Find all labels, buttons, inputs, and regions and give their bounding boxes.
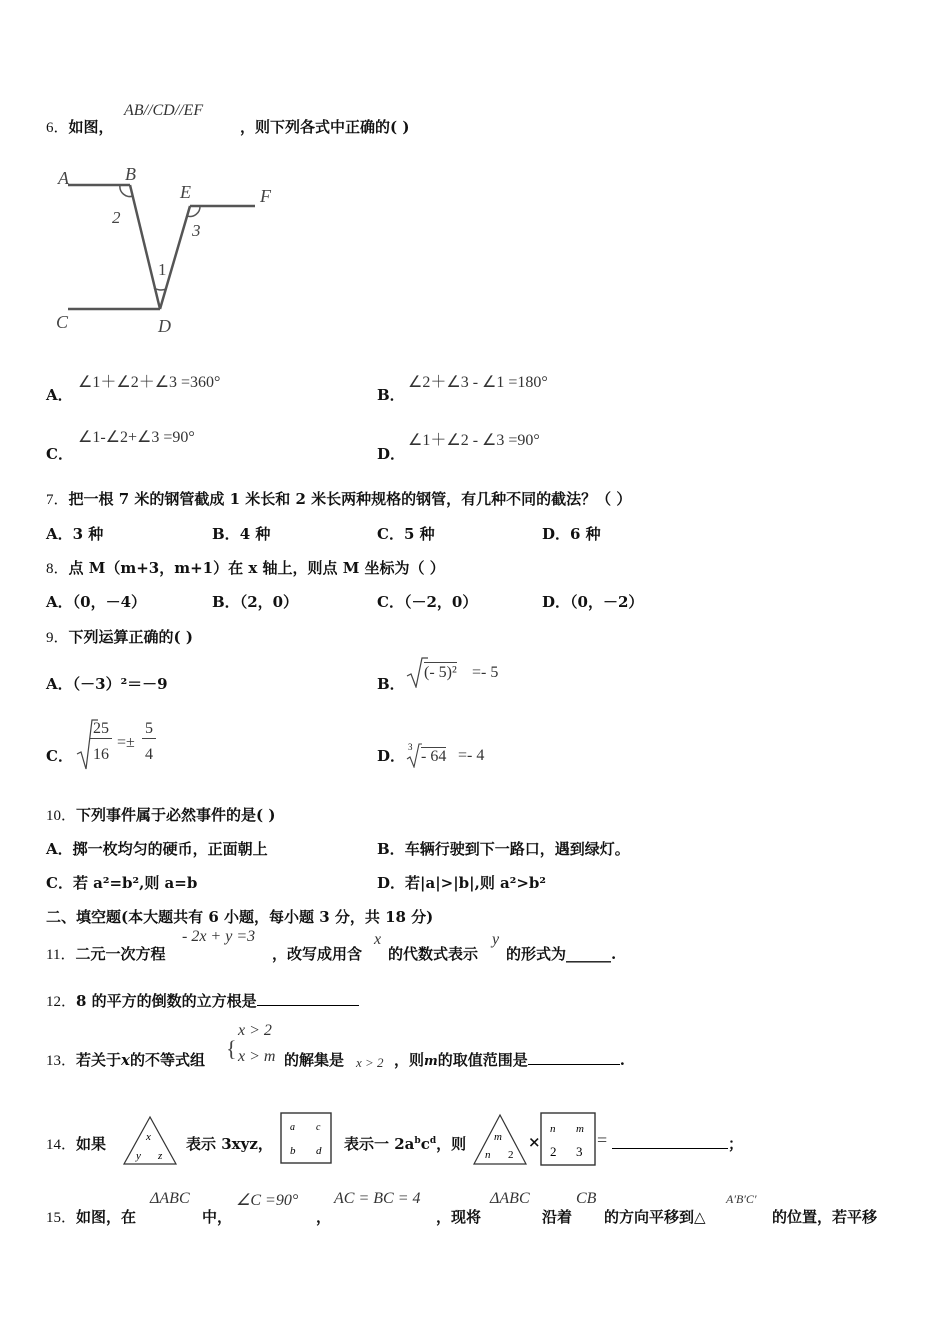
q8-number: 8．	[46, 561, 69, 577]
q15-text-mid4: 的方向平移到△	[604, 1208, 706, 1226]
q14-text-mid2: 表示一 $2a^bc^d$，则	[344, 1135, 467, 1153]
label-f: F	[260, 186, 271, 206]
svg-text:m: m	[494, 1131, 502, 1143]
q9-option-b-label: B．	[377, 675, 405, 693]
q15-number: 15．	[46, 1210, 77, 1226]
q10-option-a: A．掷一枚均匀的硬币，正面朝上	[46, 840, 268, 858]
q11-text-mid: ，改写成用含	[272, 945, 363, 963]
q12-stem: 12．8 的平方的倒数的立方根是	[46, 990, 359, 1011]
q8-option-d: D．（0，－2）	[542, 593, 644, 611]
q7-option-b: B．4 种	[212, 525, 271, 543]
svg-text:c: c	[316, 1122, 321, 1133]
q8-stem: 8．点 M（m+3，m+1）在 x 轴上，则点 M 坐标为（ ）	[46, 559, 445, 577]
svg-text:b: b	[290, 1145, 296, 1157]
svg-text:d: d	[316, 1145, 322, 1157]
q11-var-y: y	[492, 931, 500, 948]
q6-figure	[50, 160, 290, 340]
q13-system-line1: x > 2	[238, 1022, 272, 1039]
label-d: D	[158, 316, 171, 336]
q10-option-d: D．若|a|>|b|,则 a²>b²	[377, 874, 546, 892]
svg-text:m: m	[576, 1123, 584, 1135]
q14-triangle-1	[122, 1114, 178, 1166]
q14-times-sign: ×	[528, 1133, 541, 1151]
q15-text-mid1: 中，	[202, 1208, 233, 1226]
q14-answer: ；	[612, 1133, 743, 1154]
svg-text:2: 2	[550, 1144, 557, 1159]
q6-option-a-label: A．	[46, 386, 73, 404]
q12-number: 12．	[46, 994, 77, 1010]
q10-number: 10．	[46, 808, 77, 824]
q8-option-a: A．（0，－4）	[46, 593, 147, 611]
q6-option-d-label: D．	[377, 445, 406, 463]
q14-text-mid: 表示 3xyz，	[186, 1135, 273, 1153]
svg-text:2: 2	[508, 1149, 514, 1161]
q9-option-a: A．（－3）²＝－9	[46, 675, 168, 693]
q6-condition: AB//CD//EF	[124, 102, 204, 119]
q8-option-b: B．（2，0）	[212, 593, 299, 611]
q15-triangle-abc-2: ΔABC	[490, 1190, 530, 1207]
q6-option-d: ∠1＋∠2 - ∠3 =90°	[408, 432, 540, 449]
q15-triangle-prime: A′B′C′	[726, 1192, 757, 1206]
svg-text:z: z	[158, 1150, 163, 1162]
q15-angle-c: ∠C =90°	[236, 1192, 299, 1209]
q15-stem-end: 的位置，若平移	[772, 1208, 878, 1226]
q7-option-a: A．3 种	[46, 525, 104, 543]
label-e: E	[180, 182, 191, 202]
q14-number: 14．	[46, 1137, 77, 1153]
q15-sides: AC = BC = 4	[334, 1190, 421, 1207]
q6-option-b: ∠2＋∠3 - ∠1 =180°	[408, 374, 548, 391]
q11-equation: - 2x + y =3	[182, 928, 256, 945]
q6-option-c: ∠1-∠2+∠3 =90°	[78, 429, 195, 446]
q9-option-c-label: C．	[46, 747, 73, 765]
label-angle-2: 2	[112, 208, 121, 227]
q15-triangle-abc: ΔABC	[150, 1190, 190, 1207]
label-a: A	[58, 168, 69, 188]
angle-1-arc	[154, 288, 166, 290]
q14-triangle-2	[472, 1112, 528, 1166]
q6-option-a: ∠1＋∠2＋∠3 =360°	[78, 374, 221, 391]
q11-stem: 11．二元一次方程	[46, 945, 166, 963]
q15-comma: ，	[316, 1208, 332, 1226]
section-2-heading: 二、填空题(本大题共有 6 小题，每小题 3 分，共 18 分)	[46, 908, 434, 926]
label-angle-1: 1	[158, 260, 167, 279]
q13-answer-blank[interactable]	[528, 1050, 620, 1065]
q14-equals-sign: =	[597, 1130, 608, 1150]
q7-number: 7．	[46, 492, 69, 508]
q13-number: 13．	[46, 1053, 77, 1069]
label-angle-3: 3	[192, 221, 201, 240]
cube-root-sign	[406, 742, 422, 768]
q9-stem: 9．下列运算正确的( )	[46, 628, 193, 646]
q12-answer-blank[interactable]	[257, 991, 359, 1006]
label-b: B	[125, 164, 136, 184]
q9-option-c-expr: 25 16 =± 5 4	[76, 718, 166, 772]
q15-stem: 15．如图，在	[46, 1208, 137, 1226]
svg-text:n: n	[485, 1149, 491, 1161]
q14-square-1	[280, 1112, 332, 1164]
q6-option-c-label: C．	[46, 445, 73, 463]
q6-option-b-label: B．	[377, 386, 405, 404]
q13-stem: 13．若关于x的不等式组	[46, 1051, 205, 1069]
q7-stem: 7．把一根 7 米的钢管截成 1 米长和 2 米长两种规格的钢管，有几种不同的截法？（ ）	[46, 490, 632, 508]
q7-option-c: C．5 种	[377, 525, 435, 543]
q13-solution: x > 2	[356, 1055, 384, 1070]
q7-option-d: D．6 种	[542, 525, 601, 543]
q8-option-c: C．（－2，0）	[377, 593, 478, 611]
q11-answer-blank[interactable]: 的形式为______.	[506, 945, 617, 963]
q14-stem: 14．如果	[46, 1135, 107, 1153]
q11-number: 11．	[46, 947, 76, 963]
q13-stem-end: ，则m的取值范围是 .	[394, 1051, 626, 1069]
q13-brace: {	[226, 1036, 237, 1061]
q6-stem-end: ，则下列各式中正确的( )	[240, 118, 410, 136]
q14-answer-blank[interactable]	[612, 1134, 728, 1149]
q10-option-c: C．若 a²=b²,则 a=b	[46, 874, 198, 892]
q15-text-mid2: ，现将	[436, 1208, 482, 1226]
q14-square-2	[540, 1112, 596, 1166]
svg-text:x: x	[146, 1131, 151, 1143]
q11-text-mid2: 的代数式表示	[388, 945, 479, 963]
svg-text:n: n	[550, 1123, 556, 1135]
q13-text-mid: 的解集是	[284, 1051, 345, 1069]
line-bd	[130, 185, 160, 309]
q9-option-d-label: D．	[377, 747, 406, 765]
svg-text:3: 3	[576, 1144, 583, 1159]
q6-number: 6．	[46, 120, 69, 136]
q15-text-mid3: 沿着	[542, 1208, 573, 1226]
q13-system-line2: x > m	[238, 1048, 276, 1065]
q15-cb: CB	[576, 1190, 597, 1207]
line-ed	[160, 206, 190, 309]
q10-option-b: B．车辆行驶到下一路口，遇到绿灯。	[377, 840, 630, 858]
q9-number: 9．	[46, 630, 69, 646]
svg-text:a: a	[290, 1122, 295, 1133]
q6-stem: 6．如图，	[46, 118, 114, 136]
q10-stem: 10．下列事件属于必然事件的是( )	[46, 806, 276, 824]
label-c: C	[56, 312, 69, 332]
q11-var-x: x	[374, 931, 382, 948]
svg-text:y: y	[136, 1150, 141, 1162]
